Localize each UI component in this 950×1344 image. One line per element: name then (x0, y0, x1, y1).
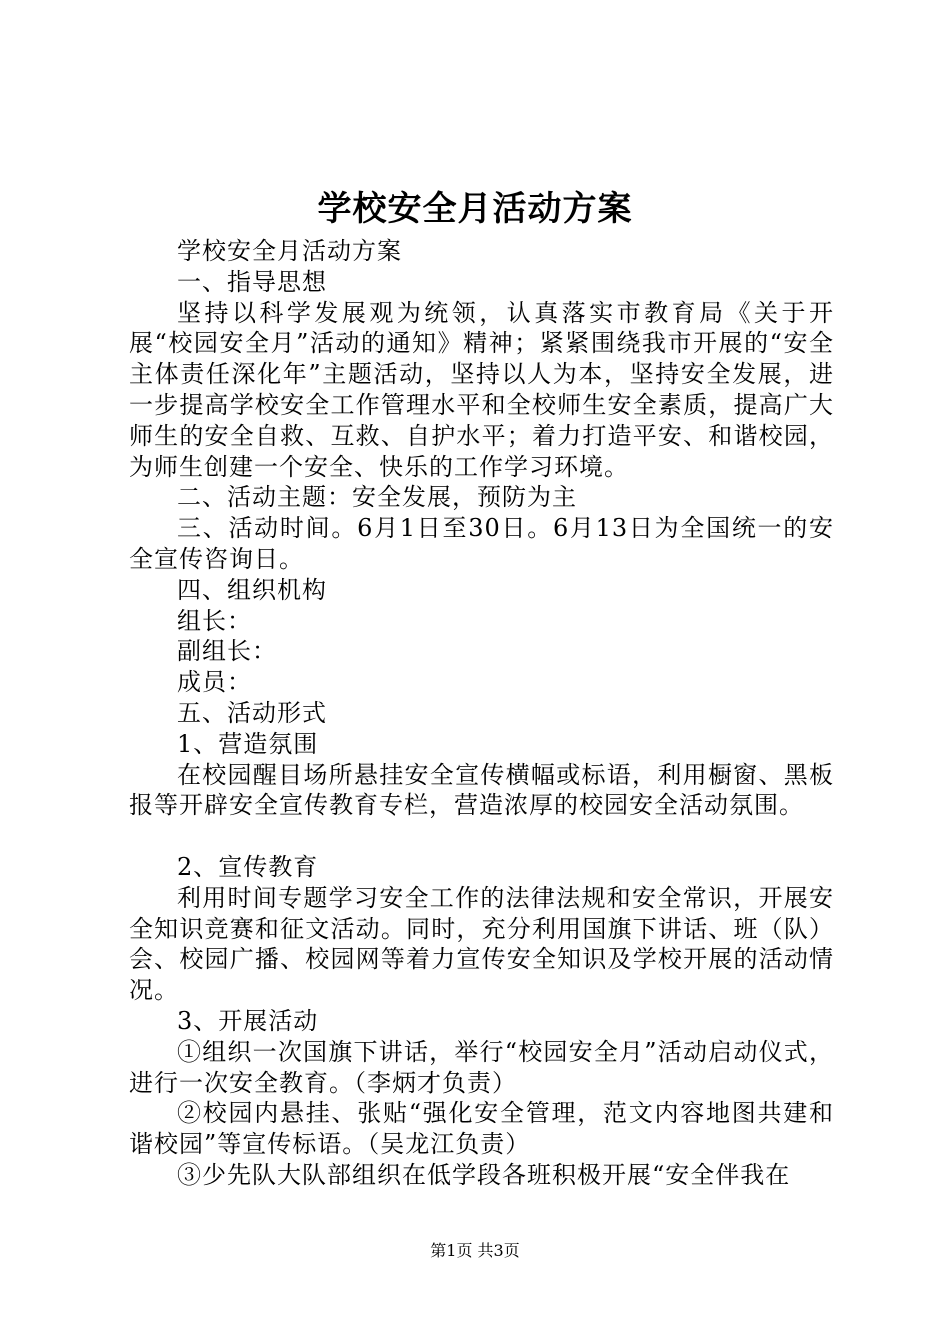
activity-item-2: ②校园内悬挂、张贴“强化安全管理，范文内容地图共建和谐校园”等宣传标语。（吴龙江负责） (129, 1099, 834, 1159)
subheading-publicity: 2、宣传教育 (177, 852, 319, 881)
subheading-atmosphere: 1、营造氛围 (177, 729, 319, 758)
activity-item-1: ①组织一次国旗下讲话，举行“校园安全月”活动启动仪式，进行一次安全教育。（李炳才负责） (129, 1037, 834, 1097)
paragraph-guiding-thought: 坚持以科学发展观为统领，认真落实市教育局《关于开展“校园安全月”活动的通知》精神；紧紧围绕我市开展的“安全主体责任深化年”主题活动，坚持以人为本，坚持安全发展，进一步提高学校安全工作管理水平和全校师生安全素质，提高广大师生的安全自救、互救、自护水平；着力打造平安、和谐校园，为师生创建一个安全、快乐的工作学习环境。 (129, 298, 834, 481)
section-heading-activity-forms: 五、活动形式 (177, 698, 327, 727)
section-heading-theme: 二、活动主题：安全发展，预防为主 (177, 483, 577, 512)
paragraph-atmosphere: 在校园醒目场所悬挂安全宣传横幅或标语，利用橱窗、黑板报等开辟安全宣传教育专栏，营造浓厚的校园安全活动氛围。 (129, 760, 834, 820)
section-heading-organization: 四、组织机构 (177, 575, 327, 604)
document-title: 学校安全月活动方案 (317, 189, 633, 229)
section-heading-guiding-thought: 一、指导思想 (177, 267, 327, 296)
paragraph-subtitle: 学校安全月活动方案 (177, 237, 402, 265)
paragraph-schedule: 三、活动时间。6月1日至30日。6月13日为全国统一的安全宣传咨询日。 (129, 514, 834, 573)
org-members-line: 成员： (177, 668, 252, 697)
org-leader-line: 组长： (177, 606, 252, 635)
org-deputy-leader-line: 副组长： (177, 637, 277, 666)
page-footer: 第1页 共3页 (430, 1241, 520, 1260)
document-body (129, 236, 834, 1191)
activity-item-3: ③少先队大队部组织在低学段各班积极开展“安全伴我在 (177, 1160, 791, 1189)
subheading-activities: 3、开展活动 (177, 1006, 319, 1035)
paragraph-publicity: 利用时间专题学习安全工作的法律法规和安全常识，开展安全知识竞赛和征文活动。同时，充分利用国旗下讲话、班（队）会、校园广播、校园网等着力宣传安全知识及学校开展的活动情况。 (129, 883, 834, 1005)
